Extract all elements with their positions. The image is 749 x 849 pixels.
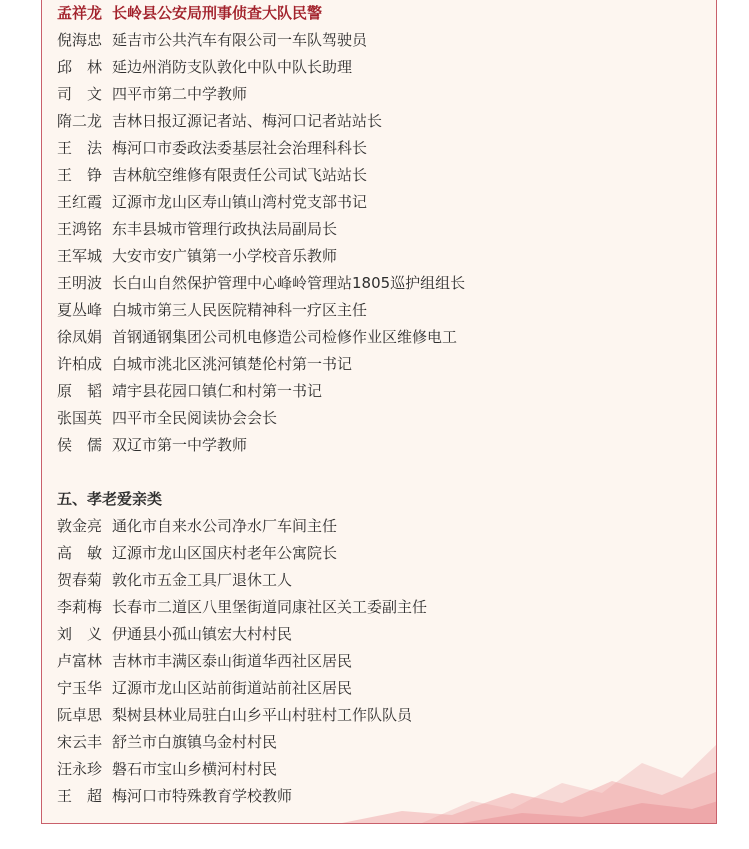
person-title: 长白山自然保护管理中心峰岭管理站1805巡护组组长: [112, 274, 466, 292]
person-name: 夏丛峰: [57, 301, 103, 319]
person-title: 辽源市龙山区寿山镇山湾村党支部书记: [112, 193, 368, 211]
person-name: 徐凤娟: [57, 328, 103, 346]
section-gap: [57, 459, 697, 486]
person-name: 卢富林: [57, 652, 103, 670]
list-item: [57, 378, 697, 405]
honoree-list: [57, 0, 697, 810]
person-name: 孟祥龙: [57, 4, 103, 22]
person-title: 双辽市第一中学教师: [112, 436, 248, 454]
person-title: 靖宇县花园口镇仁和村第一书记: [112, 382, 323, 400]
person-title: 吉林市丰满区泰山街道华西社区居民: [112, 652, 353, 670]
person-name: 王明波: [57, 274, 103, 292]
list-item: [57, 108, 697, 135]
list-item: [57, 540, 697, 567]
person-title: 延边州消防支队敦化中队中队长助理: [112, 58, 353, 76]
list-item: [57, 405, 697, 432]
list-item: [57, 783, 697, 810]
list-item: [57, 675, 697, 702]
person-name: 侯 儒: [57, 436, 103, 454]
list-item: [57, 729, 697, 756]
person-title: 东丰县城市管理行政执法局副局长: [112, 220, 338, 238]
person-name: 王 铮: [57, 166, 103, 184]
person-title: 梅河口市委政法委基层社会治理科科长: [112, 139, 368, 157]
list-item: [57, 513, 697, 540]
person-name: 刘 义: [57, 625, 103, 643]
list-item: [57, 189, 697, 216]
person-name: 王鸿铭: [57, 220, 103, 238]
person-name: 阮卓思: [57, 706, 103, 724]
person-title: 延吉市公共汽车有限公司一车队驾驶员: [112, 31, 368, 49]
person-name: 司 文: [57, 85, 103, 103]
list-item: [57, 567, 697, 594]
list-item: [57, 648, 697, 675]
person-name: 李莉梅: [57, 598, 103, 616]
list-item: [57, 81, 697, 108]
person-title: 梅河口市特殊教育学校教师: [112, 787, 293, 805]
highlight-row: [57, 0, 697, 27]
person-name: 倪海忠: [57, 31, 103, 49]
list-item: [57, 54, 697, 81]
person-title: 辽源市龙山区站前街道站前社区居民: [112, 679, 353, 697]
person-title: 敦化市五金工具厂退休工人: [112, 571, 293, 589]
list-item: [57, 756, 697, 783]
person-title: 舒兰市白旗镇乌金村村民: [112, 733, 278, 751]
person-title: 首钢通钢集团公司机电修造公司检修作业区维修电工: [112, 328, 458, 346]
person-title: 辽源市龙山区国庆村老年公寓院长: [112, 544, 338, 562]
person-name: 敦金亮: [57, 517, 103, 535]
list-item: [57, 243, 697, 270]
person-title: 长春市二道区八里堡街道同康社区关工委副主任: [112, 598, 428, 616]
list-item: [57, 27, 697, 54]
person-title: 长岭县公安局刑事侦查大队民警: [112, 4, 323, 22]
list-item: [57, 351, 697, 378]
person-title: 吉林航空维修有限责任公司试飞站站长: [112, 166, 368, 184]
person-name: 王 超: [57, 787, 103, 805]
person-name: 原 韬: [57, 382, 103, 400]
person-name: 王红霞: [57, 193, 103, 211]
person-title: 伊通县小孤山镇宏大村村民: [112, 625, 293, 643]
person-title: 通化市自来水公司净水厂车间主任: [112, 517, 338, 535]
list-item: [57, 270, 697, 297]
person-title: 白城市第三人民医院精神科一疗区主任: [112, 301, 368, 319]
list-item: [57, 621, 697, 648]
list-item: [57, 324, 697, 351]
person-title: 大安市安广镇第一小学校音乐教师: [112, 247, 338, 265]
person-name: 张国英: [57, 409, 103, 427]
person-name: 汪永珍: [57, 760, 103, 778]
person-name: 王 法: [57, 139, 103, 157]
person-name: 王军城: [57, 247, 103, 265]
person-name: 邱 林: [57, 58, 103, 76]
person-name: 高 敏: [57, 544, 103, 562]
list-item: [57, 162, 697, 189]
list-item: [57, 702, 697, 729]
list-item: [57, 297, 697, 324]
person-name: 宁玉华: [57, 679, 103, 697]
person-title: 四平市第二中学教师: [112, 85, 248, 103]
content-panel: [41, 0, 717, 824]
list-item: [57, 135, 697, 162]
person-name: 贺春菊: [57, 571, 103, 589]
person-name: 宋云丰: [57, 733, 103, 751]
person-title: 吉林日报辽源记者站、梅河口记者站站长: [112, 112, 383, 130]
person-title: 白城市洮北区洮河镇楚伦村第一书记: [112, 355, 353, 373]
person-name: 隋二龙: [57, 112, 103, 130]
person-title: 四平市全民阅读协会会长: [112, 409, 278, 427]
person-name: 许柏成: [57, 355, 103, 373]
section-heading: 五、孝老爱亲类: [57, 490, 163, 508]
list-item: [57, 432, 697, 459]
list-item: [57, 216, 697, 243]
person-title: 梨树县林业局驻白山乡平山村驻村工作队队员: [112, 706, 413, 724]
person-title: 磐石市宝山乡横河村村民: [112, 760, 278, 778]
list-item: [57, 594, 697, 621]
